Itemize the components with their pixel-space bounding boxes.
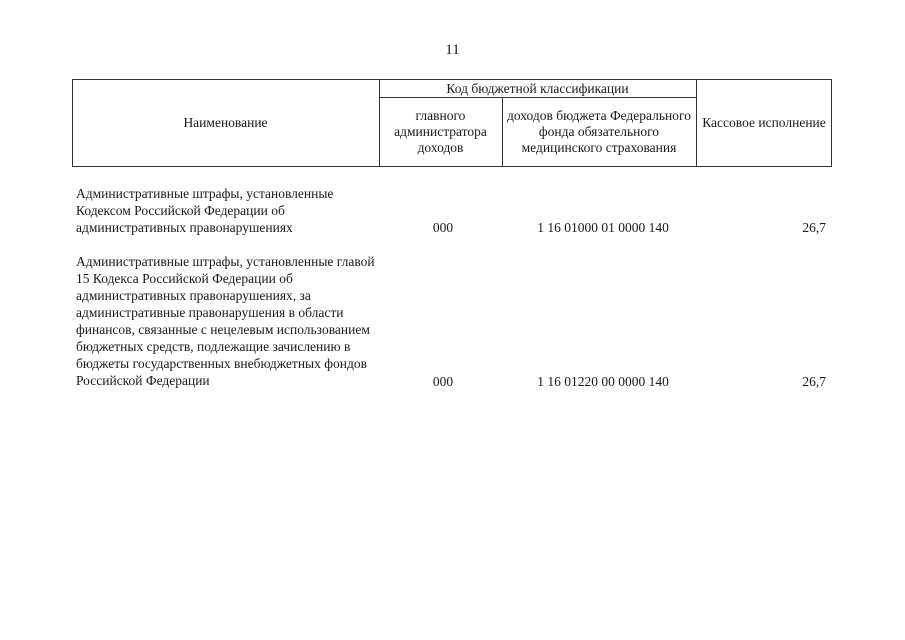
row-amount: 26,7 — [802, 374, 826, 389]
table-row — [76, 253, 832, 409]
header-admin-col: главного администратора доходов — [394, 108, 487, 155]
header-right-border — [831, 79, 832, 167]
header-name: Наименование — [183, 115, 268, 130]
row-kbk-code: 1 16 01220 00 0000 140 — [537, 374, 669, 389]
header-divider-3 — [696, 79, 697, 167]
table-row — [76, 185, 832, 237]
row-name: Административные штрафы, установленные Кодексом Российской Федерации об административных правонарушениях — [76, 186, 334, 235]
header-execution-col: Кассовое исполнение — [702, 115, 826, 130]
row-admin-code: 000 — [432, 374, 454, 389]
header-kbk-group: Код бюджетной классификации — [446, 80, 629, 96]
row-admin-code: 000 — [432, 220, 454, 235]
header-divider-2 — [502, 97, 503, 167]
row-name: Административные штрафы, установленные главой 15 Кодекса Российской Федерации об административных правонарушениях, за административные правонарушения в области финансов, связанные с нецелевым использованием бюджетных средств, подлежащие зачислению в бюджеты государственных внебюджетных фондов Российской Федерации — [76, 254, 375, 388]
page-number: 11 — [445, 42, 460, 58]
row-kbk-code: 1 16 01000 01 0000 140 — [537, 220, 669, 235]
table-header — [72, 79, 832, 167]
header-income-col: доходов бюджета Федерального фонда обязательного медицинского страхования — [507, 108, 691, 155]
row-amount: 26,7 — [802, 220, 826, 235]
